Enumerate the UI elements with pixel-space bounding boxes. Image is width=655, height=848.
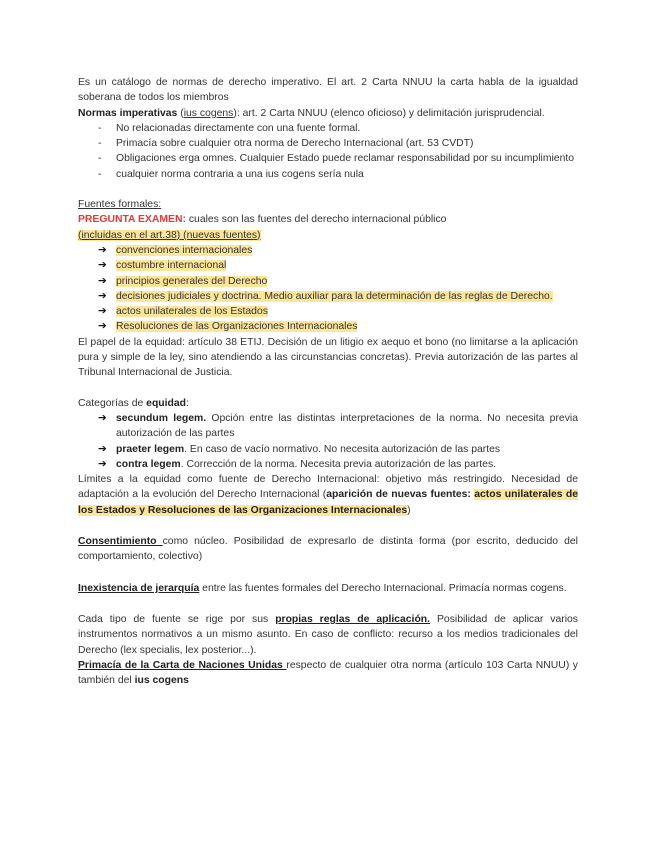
dash-bullet: - (98, 168, 102, 180)
arrow-icon: ➔ (98, 306, 107, 318)
list-item: ➔ decisiones judiciales y doctrina. Medio auxiliar para la determinación de las reglas de Derecho. (98, 289, 578, 304)
inexistencia-paragraph: Inexistencia de jerarquía entre las fuentes formales del Derecho Internacional. Primacía normas cogens. (78, 582, 567, 594)
list-item: ➔ contra legem. Corrección de la norma. Necesita previa autorización de las partes. (98, 457, 578, 472)
list-item: - cualquier norma contraria a una ius cogens sería nula (98, 167, 578, 182)
arrow-icon: ➔ (98, 321, 107, 333)
fuentes-heading: Fuentes formales: (78, 199, 162, 211)
arrow-icon: ➔ (98, 458, 107, 470)
list-item: ➔ secundum legem. Opción entre las distintas interpretaciones de la norma. No necesita previa autorización de las partes (98, 412, 578, 440)
limites-paragraph: Límites a la equidad como fuente de Derecho Internacional: objetivo más restringido. Necesidad de adaptación a la evolución del Derecho Internacional (aparición de nuevas fuentes: actos unilaterales de los Estados y Resoluciones de las Organizaciones Internacionales) (78, 474, 578, 516)
list-item: ➔ actos unilaterales de los Estados (98, 304, 578, 319)
arrow-icon: ➔ (98, 443, 107, 455)
included-note: (incluidas en el art.38) (nuevas fuentes) (78, 229, 261, 241)
dash-bullet: - (98, 153, 102, 165)
arrow-icon: ➔ (98, 260, 107, 272)
spacer (78, 565, 578, 581)
arrow-icon: ➔ (98, 412, 107, 424)
consentimiento-paragraph: Consentimiento como núcleo. Posibilidad de expresarlo de distinta forma (por escrito, deducido del comportamiento, colectivo) (78, 536, 578, 563)
spacer (78, 381, 578, 396)
exam-question: PREGUNTA EXAMEN: cuales son las fuentes del derecho internacional público (78, 214, 447, 226)
normas-imperativas-list (78, 121, 578, 182)
normas-imperativas-paragraph: Normas imperativas (ius cogens): art. 2 Carta NNUU (elenco oficioso) y delimitación jurisprudencial. (78, 107, 545, 119)
list-item: ➔ convenciones internacionales (98, 243, 578, 258)
list-item: ➔ principios generales del Derecho (98, 274, 578, 289)
cada-tipo-paragraph: Cada tipo de fuente se rige por sus propias reglas de aplicación. Posibilidad de aplicar varios instrumentos normativos a un mismo asunto. En caso de conflicto: recurso a los medios tradicionales del Derecho (lex specialis, lex posterior...). (78, 613, 578, 656)
ius-cogens-term: ius cogens (183, 107, 234, 119)
arrow-icon: ➔ (98, 275, 107, 287)
list-item: - No relacionadas directamente con una fuente formal. (98, 121, 578, 136)
exam-label: PREGUNTA EXAMEN: (78, 214, 186, 226)
categorias-heading: Categorías de equidad: (78, 397, 189, 409)
list-item: ➔ Resoluciones de las Organizaciones Internacionales (98, 319, 578, 334)
dash-bullet: - (98, 138, 102, 150)
dash-bullet: - (98, 122, 102, 134)
arrow-icon: ➔ (98, 244, 107, 256)
fuentes-list (78, 243, 578, 335)
spacer (78, 596, 578, 612)
list-item: ➔ costumbre internacional (98, 258, 578, 273)
normas-imperativas-term: Normas imperativas (78, 107, 178, 119)
primacia-paragraph: Primacía de la Carta de Naciones Unidas respecto de cualquier otra norma (artículo 103 Carta NNUU) y también del ius cogens (78, 659, 578, 687)
list-item: ➔ praeter legem. En caso de vacío normativo. No necesita autorización de las partes (98, 442, 578, 457)
equidad-paragraph: El papel de la equidad: artículo 38 ETIJ. Decisión de un litigio ex aequo et bono (no limitarse a la aplicación pura y simple de la ley, sino atendiendo a las circunstancias concretas). Previa autorización de las partes al Tribunal Internacional de Justicia. (78, 336, 578, 379)
spacer (78, 518, 578, 534)
document-page (78, 75, 578, 688)
spacer (78, 182, 578, 197)
categorias-list (78, 411, 578, 472)
list-item: - Primacía sobre cualquier otra norma de Derecho Internacional (art. 53 CVDT) (98, 136, 578, 151)
list-item: - Obligaciones erga omnes. Cualquier Estado puede reclamar responsabilidad por su incumplimiento (98, 151, 578, 166)
arrow-icon: ➔ (98, 290, 107, 302)
intro-paragraph: Es un catálogo de normas de derecho imperativo. El art. 2 Carta NNUU la carta habla de la igualdad soberana de todos los miembros (78, 77, 578, 104)
